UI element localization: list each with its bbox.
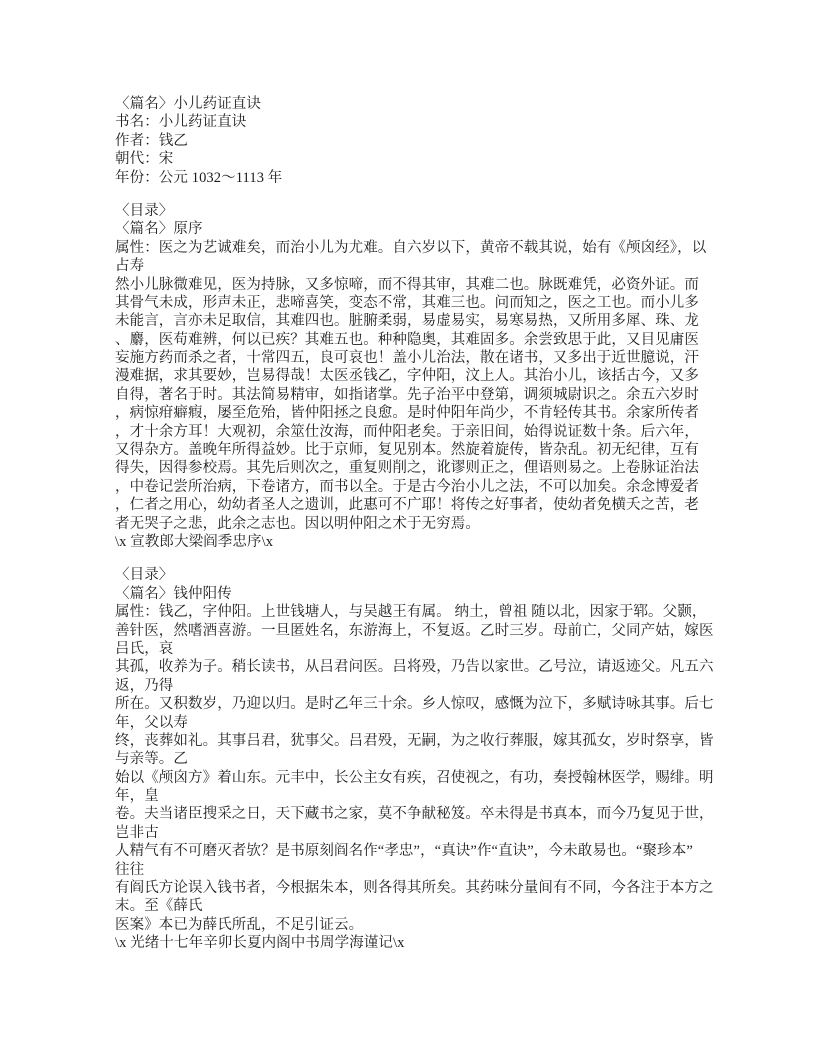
text-line: 年份：公元 1032～1113 年 (115, 169, 283, 186)
text-line: 年，父以寿 (115, 714, 188, 731)
text-line: 末。至《薛氏 (115, 898, 203, 915)
text-line: ，病惊疳癖瘕，屡至危殆，皆仲阳拯之良愈。是时仲阳年尚少，不肯轻传其书。余家所传者 (115, 405, 699, 422)
text-line: 属性：钱乙，字仲阳。上世钱塘人，与吴越王有属。 纳土，曾祖 随以北，因家于郓。父颢， (115, 604, 707, 621)
text-line: 〈篇名〉原序 (115, 221, 203, 238)
blank-line (115, 187, 760, 202)
text-line: 始以《颅囟方》着山东。元丰中，长公主女有疾，召使视之，有功，奏授翰林医学，赐绯。明 (115, 769, 714, 786)
text-line: 漫难据，求其要妙，岂易得哉！太医丞钱乙，字仲阳，汶上人。其治小儿，该括古今，又多 (115, 368, 699, 385)
text-line: 终，丧葬如礼。其事吕君，犹事父。吕君殁，无嗣，为之收行葬服，嫁其孤女，岁时祭享，皆 (115, 732, 714, 749)
text-line: 有阎氏方论误入钱书者，今根据朱本，则各得其所矣。其药味分量间有不同，今各注于本方之 (115, 880, 714, 897)
blank-line (115, 551, 760, 566)
text-line: 〈目录〉 (115, 202, 174, 219)
text-line: 人精气有不可磨灭者欤？是书原刻阎名作“孝忠”，“真诀”作“直诀”，今未敢易也。“聚珍本” (115, 843, 693, 860)
text-line: 得失，因得参校焉。其先后则次之，重复则削之，讹谬则正之，俚语则易之。上卷脉证治法 (115, 460, 699, 477)
text-line: 吕氏，哀 (115, 640, 174, 657)
text-line: 年，皇 (115, 788, 159, 805)
text-line: 岂非古 (115, 824, 159, 841)
text-line: 〈篇名〉钱仲阳传 (115, 585, 232, 602)
text-line: 者无哭子之悲，此余之志也。因以明仲阳之术于无穷焉。 (115, 515, 480, 532)
text-line: 然小儿脉微难见，医为持脉，又多惊啼，而不得其审，其难二也。脉既难凭，必资外证。而 (115, 276, 699, 293)
text-line: 其孤，收养为子。稍长读书，从吕君问医。吕将殁，乃告以家世。乙号泣，请返迹父。凡五六 (115, 659, 714, 676)
text-line: 又得杂方。盖晚年所得益妙。比于京师，复见别本。然旋着旋传，皆杂乱。初无纪律，互有 (115, 442, 699, 459)
text-line: 〈篇名〉小儿药证直诀 (115, 96, 261, 112)
text-line: 朝代：宋 (115, 151, 174, 168)
text-line: 自得，著名于时。其法简易精审，如指诸掌。先子治平中登第，调须城尉识之。余五六岁时 (115, 386, 699, 403)
text-line: 妄施方药而杀之者，十常四五，良可哀也！盖小儿治法，散在诸书，又多出于近世臆说，汗 (115, 350, 699, 367)
text-line: 善针医，然嗜酒喜游。一旦匿姓名，东游海上，不复返。乙时三岁。母前亡，父同产姑，嫁医 (115, 622, 714, 639)
text-line: 占寿 (115, 258, 145, 275)
text-line: 卷。夫当诸臣搜采之日，天下藏书之家，莫不争献秘笈。卒未得是书真本，而今乃复见于世， (115, 806, 714, 823)
text-line: 往往 (115, 861, 145, 878)
text-line: \x 光绪十七年辛卯长夏内阁中书周学海谨记\x (115, 935, 405, 952)
document-text (115, 95, 760, 953)
text-line: 未能言，言亦未足取信，其难四也。脏腑柔弱，易虚易实，易寒易热，又所用多犀、珠、龙 (115, 313, 699, 330)
text-line: 其骨气未成，形声未正，悲啼喜笑，变态不常，其难三也。问而知之，医之工也。而小儿多 (115, 294, 699, 311)
text-line: ，仁者之用心，幼幼者圣人之遗训，此惠可不广耶！将传之好事者，使幼者免横夭之苦，老 (115, 497, 699, 514)
text-line: ，中卷记尝所治病，下卷诸方，而书以全。于是古今治小儿之法，不可以加矣。余念博爱者 (115, 478, 699, 495)
text-line: 与亲等。乙 (115, 751, 188, 768)
text-line: 〈目录〉 (115, 567, 174, 584)
text-line: 返，乃得 (115, 677, 174, 694)
text-line: 所在。又积数岁，乃迎以归。是时乙年三十余。乡人惊叹，感慨为泣下，多赋诗咏其事。后七 (115, 696, 714, 713)
text-line: 、麝，医苟难辨，何以已疾？其难五也。种种隐奥，其难固多。余尝致思于此，又目见庸医 (115, 331, 699, 348)
text-line: 属性：医之为艺诚难矣，而治小儿为尤难。自六岁以下，黄帝不载其说，始有《颅囟经》，以 (115, 239, 707, 256)
text-line: 作者：钱乙 (115, 132, 188, 149)
text-line: ，才十余方耳！大观初，余筮仕汝海，而仲阳老矣。于亲旧间，始得说证数十条。后六年， (115, 423, 699, 440)
text-line: \x 宣教郎大梁阎季忠序\x (115, 533, 274, 550)
text-line: 书名：小儿药证直诀 (115, 114, 247, 131)
text-line: 医案》本已为薛氏所乱，不足引证云。 (115, 916, 364, 933)
